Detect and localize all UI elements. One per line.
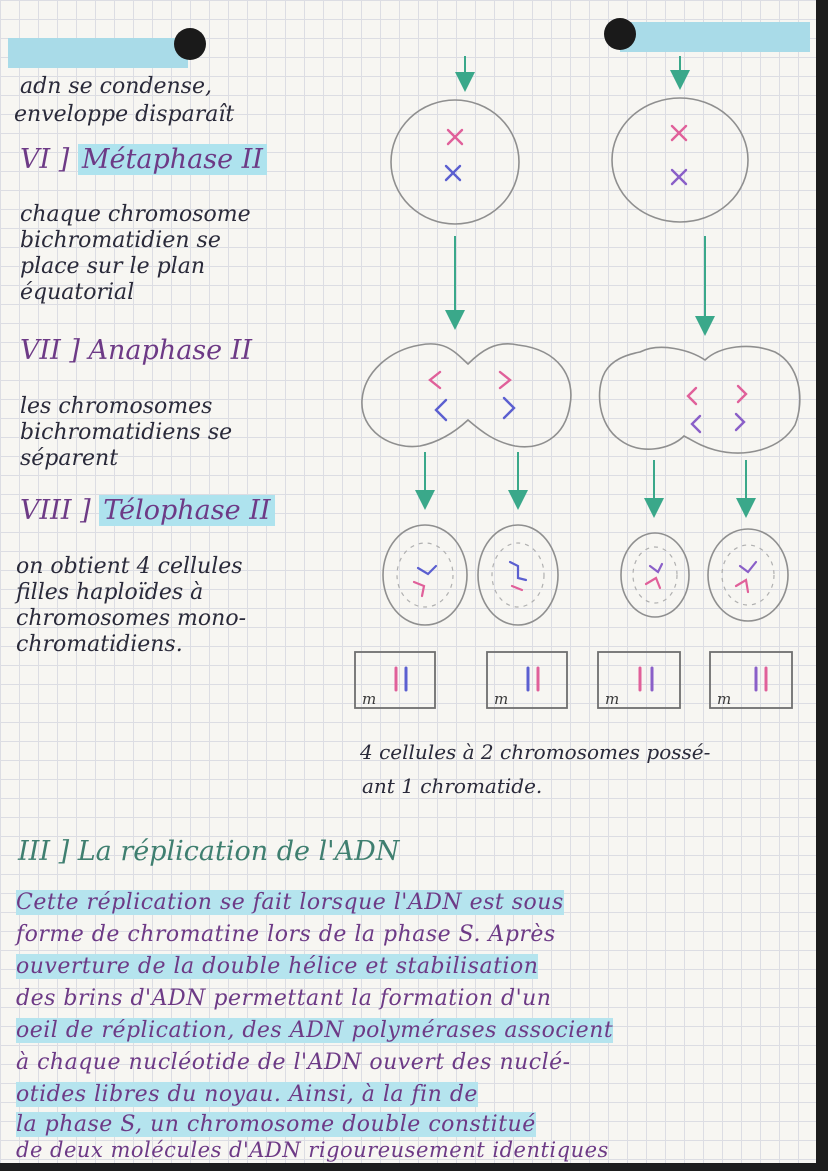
anaphase-title: Anaphase II <box>88 335 253 366</box>
chromatid-pink <box>500 372 510 388</box>
box-label: m <box>605 690 620 708</box>
box-label: m <box>494 690 509 708</box>
box-label: m <box>362 690 377 708</box>
daughter-cell-3 <box>621 533 689 617</box>
chromosome-purple <box>672 170 686 184</box>
chromosome-pink <box>448 130 462 144</box>
section-3-heading <box>18 838 399 865</box>
chromosome-pink <box>672 126 686 140</box>
telophase-title: Télophase II <box>99 495 274 526</box>
top-note-line-1: adn se condense, <box>20 74 212 99</box>
chromatid-blue <box>504 398 514 418</box>
anaphase-line-1: les chromosomes <box>20 394 213 419</box>
box-label: m <box>717 690 732 708</box>
paragraph-line-3: ouverture de la double hélice et stabilisation <box>16 954 539 979</box>
paragraph-line-4: des brins d'ADN permettant la formation d'un <box>16 986 552 1011</box>
metaphase-numeral: VI ] <box>20 144 70 175</box>
anaphase-line-2: bichromatidiens se <box>20 420 233 445</box>
telophase-line-4: chromatidiens. <box>16 632 183 657</box>
section-3-title: La réplication de l'ADN <box>77 836 400 867</box>
chromatid-purple <box>736 414 744 430</box>
anaphase-line-3: séparent <box>20 446 119 471</box>
metaphase-line-4: équatorial <box>20 280 135 305</box>
daughter-cell-1 <box>383 525 467 625</box>
paragraph-line-8: la phase S, un chromosome double constitué <box>16 1112 536 1137</box>
daughter-cell-3-nucleus <box>633 547 677 603</box>
metaphase-line-3: place sur le plan <box>20 254 205 279</box>
telophase-numeral: VIII ] <box>20 495 91 526</box>
metaphase-line-1: chaque chromosome <box>20 202 251 227</box>
chromatid-purple <box>692 416 700 432</box>
paragraph-line-6: à chaque nucléotide de l'ADN ouvert des nuclé- <box>16 1050 571 1075</box>
anaphase-numeral: VII ] <box>20 335 80 366</box>
diagram-caption-line-1: 4 cellules à 2 chromosomes possé- <box>360 740 711 764</box>
daughter-cell-1-nucleus <box>397 543 453 607</box>
chromosome-blue <box>446 166 460 180</box>
daughter-cell-4-nucleus <box>722 545 774 605</box>
paragraph-line-2: forme de chromatine lors de la phase S. Après <box>16 922 556 947</box>
chromatid-pink <box>688 388 696 404</box>
metaphase-cell-left <box>391 100 519 224</box>
telophase-line-3: chromosomes mono- <box>16 606 247 631</box>
metaphase-line-2: bichromatidien se <box>20 228 221 253</box>
telophase-line-1: on obtient 4 cellules <box>16 554 243 579</box>
section-3-numeral: III ] <box>18 836 70 867</box>
top-note-line-2: enveloppe disparaît <box>14 102 235 127</box>
chromatid-blue <box>436 400 446 420</box>
paragraph-line-9: de deux molécules d'ADN rigoureusement identiques <box>16 1138 609 1162</box>
chromatid-pink <box>430 372 440 388</box>
telophase-line-2: filles haploïdes à <box>16 580 204 605</box>
anaphase-cell-right <box>600 346 800 453</box>
paragraph-line-5: oeil de réplication, des ADN polymérases associent <box>16 1018 614 1043</box>
chromatid-pink <box>738 386 746 402</box>
paragraph-line-7: otides libres du noyau. Ainsi, à la fin de <box>16 1082 478 1107</box>
anaphase-cell-left <box>362 344 571 447</box>
metaphase-title: Métaphase II <box>78 144 267 175</box>
metaphase-cell-right <box>612 98 748 222</box>
paragraph-line-1: Cette réplication se fait lorsque l'ADN est sous <box>16 890 564 915</box>
diagram-caption-line-2: ant 1 chromatide. <box>362 774 543 798</box>
daughter-cell-4 <box>708 529 788 621</box>
